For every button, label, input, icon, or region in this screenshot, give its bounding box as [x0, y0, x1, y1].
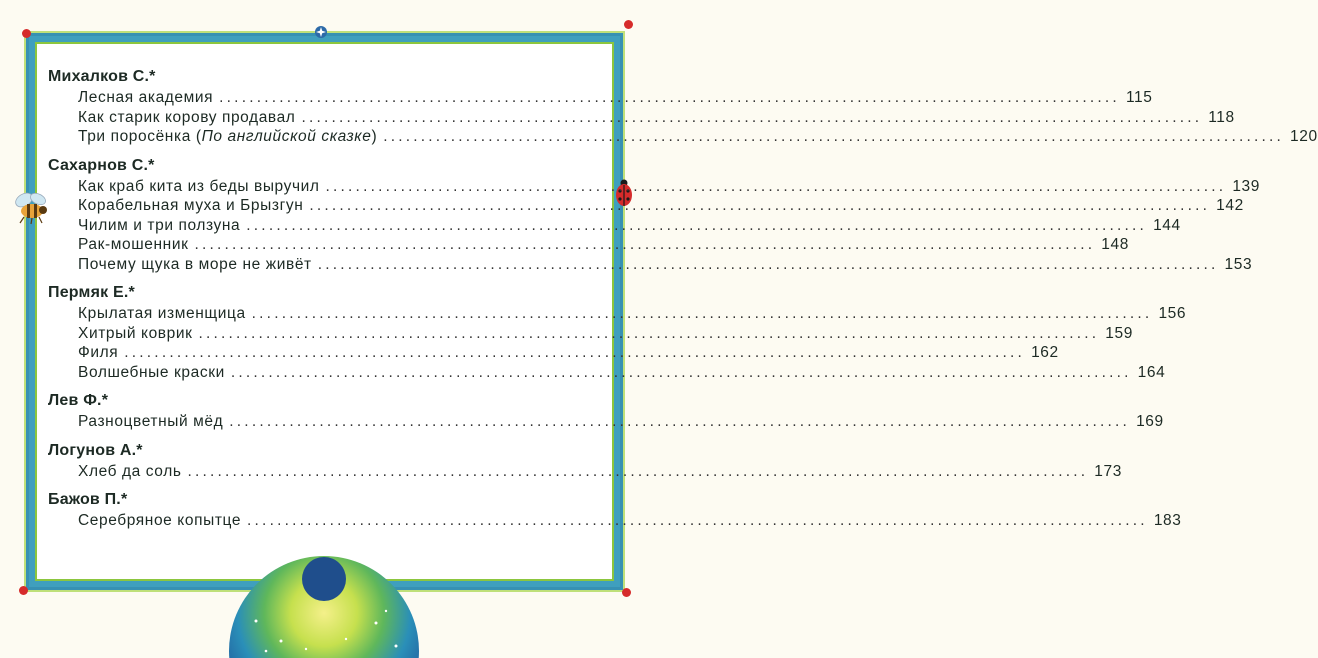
group-spacer	[48, 432, 601, 436]
toc-entry[interactable]	[48, 127, 1318, 147]
group-spacer	[48, 531, 601, 535]
toc-entry[interactable]	[48, 324, 1133, 344]
page-number: 118	[1208, 108, 1235, 126]
dot-leader: ........................................................................................................................	[230, 363, 1132, 381]
entry-title: Рак-мошенник	[78, 236, 189, 253]
page-number: 148	[1101, 236, 1129, 253]
bee-icon	[12, 190, 52, 226]
author-heading: Лев Ф.*	[48, 392, 109, 409]
group-spacer	[48, 481, 601, 485]
toc-entry[interactable]	[48, 108, 1235, 128]
dot-leader: ........................................................................................................................	[309, 197, 1211, 214]
toc-entry[interactable]	[48, 462, 1122, 482]
page-number: 153	[1224, 255, 1253, 273]
toc-entry[interactable]	[48, 255, 1253, 275]
toc-entry[interactable]	[48, 216, 1181, 236]
author-heading: Логунов А.*	[48, 441, 143, 459]
entry-title: Как старик корову продавал	[78, 108, 296, 126]
entry-title: Крылатая изменщица	[78, 305, 246, 322]
dot-leader: ........................................................................................................................	[187, 462, 1089, 480]
dot-leader: ........................................................................................................................	[301, 108, 1203, 126]
dot-leader: ........................................................................................................................	[246, 216, 1148, 234]
entry-title: Почему щука в море не живёт	[78, 255, 312, 273]
group-spacer	[48, 382, 601, 386]
entry-title: Филя	[78, 344, 119, 361]
author-heading: Пермяк Е.*	[48, 284, 135, 301]
entry-title: Разноцветный мёд	[78, 413, 224, 430]
dot-leader: ........................................................................................................................	[198, 324, 1100, 342]
toc-entry[interactable]	[48, 196, 1244, 216]
star-icon	[314, 25, 328, 39]
dot-leader: ........................................................................................................................	[219, 89, 1120, 106]
toc-entry[interactable]	[48, 304, 1187, 324]
dot-leader: ........................................................................................................................	[251, 305, 1153, 322]
red-dot-icon	[19, 586, 28, 595]
entry-title: Как краб кита из беды выручил	[78, 177, 320, 195]
page-number: 142	[1216, 197, 1244, 214]
page-number: 144	[1153, 216, 1181, 234]
page-number: 173	[1094, 462, 1122, 480]
group-spacer	[48, 274, 601, 278]
dot-leader: ........................................................................................................................	[383, 128, 1284, 145]
page-number: 183	[1153, 512, 1182, 529]
author-heading: Сахарнов С.*	[48, 156, 155, 174]
dot-leader: ........................................................................................................................	[124, 344, 1026, 361]
red-dot-icon	[622, 588, 631, 597]
page-number: 164	[1137, 363, 1166, 381]
toc-entry[interactable]	[48, 363, 1166, 383]
entry-title: Чилим и три ползуна	[78, 216, 241, 234]
night-globe-illustration	[226, 551, 422, 658]
entry-title: Серебряное копытце	[78, 512, 242, 529]
page-number: 159	[1105, 324, 1133, 342]
author-heading: Бажов П.*	[48, 491, 128, 508]
group-spacer	[48, 147, 601, 151]
dot-leader: ........................................................................................................................	[194, 236, 1096, 253]
page-number: 120	[1290, 128, 1318, 145]
entry-title: Волшебные краски	[78, 363, 225, 381]
entry-title: Хлеб да соль	[78, 462, 182, 480]
toc-entry[interactable]	[48, 88, 1153, 108]
red-dot-icon	[22, 29, 31, 38]
entry-title: Лесная академия	[78, 89, 214, 106]
entry-title: Три поросёнка (По английской сказке)	[78, 128, 378, 145]
entry-title: Хитрый коврик	[78, 324, 193, 342]
page-number: 162	[1031, 344, 1059, 361]
page-number: 169	[1136, 413, 1164, 430]
dot-leader: ........................................................................................................................	[317, 255, 1219, 273]
page-number: 156	[1158, 305, 1187, 322]
red-dot-icon	[624, 20, 633, 29]
table-of-contents	[48, 62, 1318, 535]
entry-title-note: По английской сказке	[201, 128, 372, 145]
dot-leader: ........................................................................................................................	[229, 413, 1131, 430]
toc-entry[interactable]	[48, 235, 1129, 255]
entry-title: Корабельная муха и Брызгун	[78, 197, 304, 214]
page-number: 139	[1232, 177, 1260, 195]
dot-leader: ........................................................................................................................	[325, 177, 1227, 195]
toc-entry[interactable]	[48, 511, 1182, 531]
toc-entry[interactable]	[48, 177, 1260, 197]
page-number: 115	[1125, 89, 1153, 106]
toc-entry[interactable]	[48, 343, 1059, 363]
toc-entry[interactable]	[48, 412, 1164, 432]
author-heading: Михалков С.*	[48, 68, 156, 85]
dot-leader: ........................................................................................................................	[247, 512, 1148, 529]
